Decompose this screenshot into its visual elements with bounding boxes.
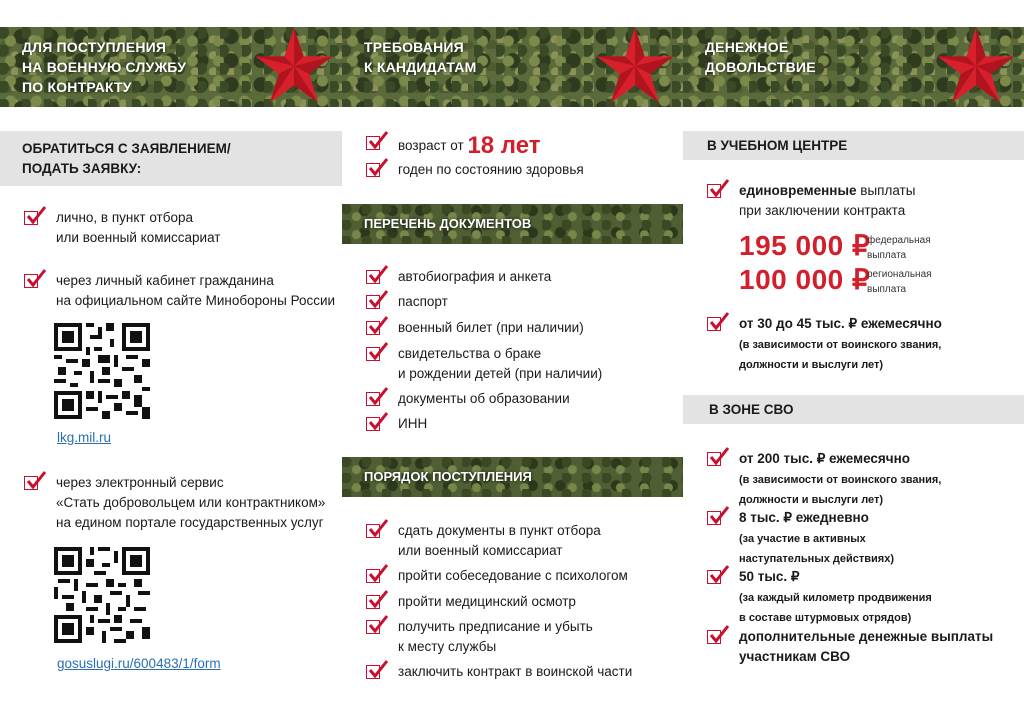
item-text: к месту службы xyxy=(398,639,497,654)
banner-line: НА ВОЕННУЮ СЛУЖБУ xyxy=(22,59,187,75)
link-gosuslugi[interactable]: gosuslugi.ru/600483/1/form xyxy=(57,656,221,671)
item-text: свидетельства о браке xyxy=(398,346,542,361)
order-title: ПОРЯДОК ПОСТУПЛЕНИЯ xyxy=(342,457,683,497)
item-text: или военный комиссариат xyxy=(56,230,221,245)
red-star-icon xyxy=(936,27,1016,107)
svo-daily xyxy=(707,508,1017,565)
item-text: возраст от xyxy=(398,138,464,153)
doc-item xyxy=(366,389,676,409)
apply-header-line: ПОДАТЬ ЗАЯВКУ: xyxy=(22,161,142,176)
banner-contract xyxy=(0,27,342,107)
banner-line: К КАНДИДАТАМ xyxy=(364,59,477,75)
checkbox-checked-icon xyxy=(366,414,386,434)
banner-line: ПО КОНТРАКТУ xyxy=(22,79,132,95)
item-note: (в зависимости от воинского звания, xyxy=(739,474,942,486)
item-text: паспорт xyxy=(398,294,448,309)
order-item xyxy=(366,592,676,612)
item-text: при заключении контракта xyxy=(739,203,906,218)
checkbox-checked-icon xyxy=(24,271,44,291)
order-item xyxy=(366,521,676,561)
item-text: получить предписание и убыть xyxy=(398,619,593,634)
item-text: дополнительные денежные выплаты xyxy=(739,629,994,644)
item-note: наступательных действиях) xyxy=(739,553,894,565)
apply-gosuslugi xyxy=(24,473,340,533)
checkbox-checked-icon xyxy=(707,567,727,587)
checkbox-checked-icon xyxy=(24,208,44,228)
checkbox-checked-icon xyxy=(366,318,386,338)
svo-additional xyxy=(707,627,1017,667)
item-note: должности и выслуги лет) xyxy=(739,359,884,371)
checkbox-checked-icon xyxy=(366,566,386,586)
apply-in-person xyxy=(24,208,334,248)
checkbox-checked-icon xyxy=(366,662,386,682)
item-note: (в зависимости от воинского звания, xyxy=(739,339,942,351)
checkbox-checked-icon xyxy=(366,521,386,541)
order-item xyxy=(366,617,676,657)
banner-requirements xyxy=(342,27,683,107)
checkbox-checked-icon xyxy=(366,617,386,637)
order-item xyxy=(366,662,676,682)
qr-code-icon xyxy=(54,547,150,643)
checkbox-checked-icon xyxy=(366,160,386,180)
item-note: (за участие в активных xyxy=(739,533,866,545)
link-lkg[interactable]: lkg.mil.ru xyxy=(57,430,112,445)
checkbox-checked-icon xyxy=(366,389,386,409)
training-title: В УЧЕБНОМ ЦЕНТРЕ xyxy=(683,131,1024,160)
apply-header xyxy=(0,131,342,186)
banner-line: ДОВОЛЬСТВИЕ xyxy=(705,59,816,75)
banner-line: ДЛЯ ПОСТУПЛЕНИЯ xyxy=(22,39,167,55)
payment-note: федеральная xyxy=(867,235,931,246)
doc-item xyxy=(366,318,676,338)
item-text: пройти медицинский осмотр xyxy=(398,594,576,609)
banner-line: ДЕНЕЖНОЕ xyxy=(705,39,789,55)
item-note: в составе штурмовых отрядов) xyxy=(739,612,912,624)
item-text: «Стать добровольцем или контрактником» xyxy=(56,495,326,510)
banner-line: ТРЕБОВАНИЯ xyxy=(364,39,464,55)
apply-online-cabinet xyxy=(24,271,334,311)
item-text: заключить контракт в воинской части xyxy=(398,664,633,679)
svo-title: В ЗОНЕ СВО xyxy=(683,395,1024,424)
item-text: и рождении детей (при наличии) xyxy=(398,366,603,381)
payment-note: выплата xyxy=(867,250,907,261)
item-text: через личный кабинет гражданина xyxy=(56,273,274,288)
apply-header-line: ОБРАТИТЬСЯ С ЗАЯВЛЕНИЕМ/ xyxy=(22,141,231,156)
item-text: автобиография и анкета xyxy=(398,269,552,284)
item-text: лично, в пункт отбора xyxy=(56,210,193,225)
item-text: от 30 до 45 тыс. ₽ ежемесячно xyxy=(739,316,942,331)
item-text: 8 тыс. ₽ ежедневно xyxy=(739,510,869,525)
docs-title: ПЕРЕЧЕНЬ ДОКУМЕНТОВ xyxy=(342,204,683,244)
age-value: 18 лет xyxy=(467,132,541,159)
item-text: выплаты xyxy=(860,183,916,198)
red-star-icon xyxy=(595,27,675,107)
checkbox-checked-icon xyxy=(707,627,727,647)
checkbox-checked-icon xyxy=(366,133,386,153)
item-text: на официальном сайте Минобороны России xyxy=(56,293,336,308)
monthly-payment xyxy=(707,314,1017,371)
item-text: годен по состоянию здоровья xyxy=(398,162,584,177)
item-text: от 200 тыс. ₽ ежемесячно xyxy=(739,451,911,466)
req-age xyxy=(366,129,676,157)
item-text: единовременные xyxy=(739,183,857,198)
checkbox-checked-icon xyxy=(707,181,727,201)
checkbox-checked-icon xyxy=(707,449,727,469)
checkbox-checked-icon xyxy=(366,344,386,364)
checkbox-checked-icon xyxy=(366,592,386,612)
checkbox-checked-icon xyxy=(366,267,386,287)
qr-code-icon xyxy=(54,323,150,419)
item-text: сдать документы в пункт отбора xyxy=(398,523,601,538)
item-text: участникам СВО xyxy=(739,649,851,664)
regional-amount: 100 000 ₽ xyxy=(739,264,871,295)
checkbox-checked-icon xyxy=(24,473,44,493)
item-text: или военный комиссариат xyxy=(398,543,563,558)
federal-amount: 195 000 ₽ xyxy=(739,230,871,261)
item-text: документы об образовании xyxy=(398,391,570,406)
checkbox-checked-icon xyxy=(366,292,386,312)
doc-item xyxy=(366,292,676,312)
onetime-payment xyxy=(707,181,1017,221)
item-note: (за каждый километр продвижения xyxy=(739,592,932,604)
item-note: должности и выслуги лет) xyxy=(739,494,884,506)
banner-allowance xyxy=(683,27,1024,107)
order-item xyxy=(366,566,676,586)
svo-km xyxy=(707,567,1017,624)
doc-item xyxy=(366,414,676,434)
item-text: 50 тыс. ₽ xyxy=(739,569,800,584)
item-text: пройти собеседование с психологом xyxy=(398,568,628,583)
checkbox-checked-icon xyxy=(707,314,727,334)
doc-item xyxy=(366,344,676,384)
red-star-icon xyxy=(254,27,334,107)
item-text: через электронный сервис xyxy=(56,475,224,490)
doc-item xyxy=(366,267,676,287)
payment-note: региональная xyxy=(867,269,932,280)
item-text: на едином портале государственных услуг xyxy=(56,515,324,530)
checkbox-checked-icon xyxy=(707,508,727,528)
item-text: военный билет (при наличии) xyxy=(398,320,584,335)
item-text: ИНН xyxy=(398,416,428,431)
svo-monthly xyxy=(707,449,1017,506)
payment-note: выплата xyxy=(867,284,907,295)
req-health xyxy=(366,160,676,180)
